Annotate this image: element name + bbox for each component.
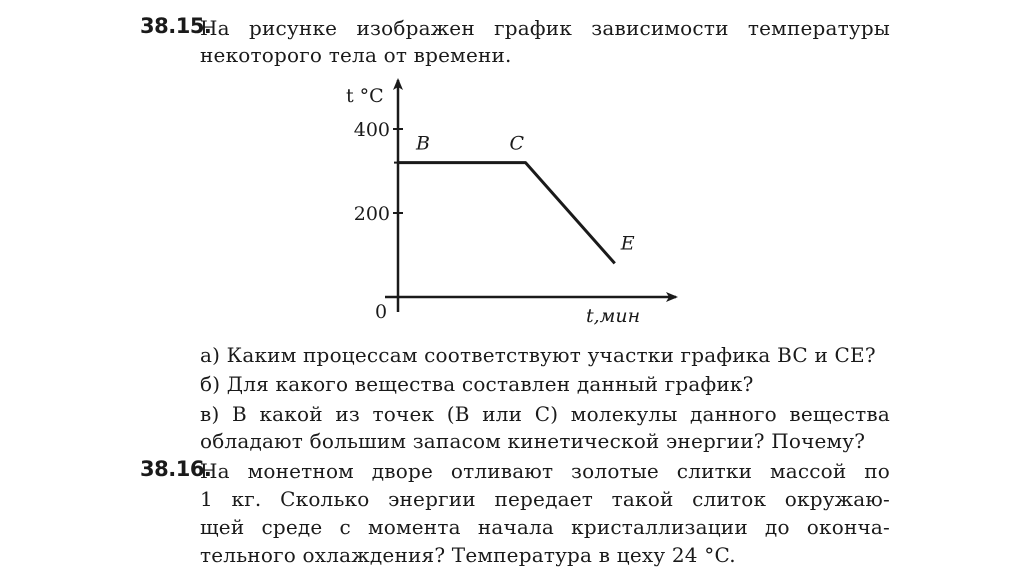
problem-text-line: щей среде с момента начала кристаллизации до оконча- [200,515,890,539]
problem-text-line: некоторого тела от времени. [200,43,512,67]
problem-text-line: 1 кг. Сколько энергии передает такой слиток окружаю- [200,487,890,511]
y-tick-label: 400 [353,119,390,141]
question-c-line-2: обладают большим запасом кинетической энергии? Почему? [200,429,866,453]
y-axis-label: t °C [346,85,384,107]
point-label-B: B [416,132,430,155]
problem-number-38-16: 38.16. [140,457,212,481]
problem-number-38-15: 38.15. [140,14,212,38]
problem-text-line: На монетном дворе отливают золотые слитки массой по [200,459,890,483]
problem-text-line: На рисунке изображен график зависимости температуры [200,16,890,40]
problem-text-line: тельного охлаждения? Температура в цеху 24 °C. [200,543,736,567]
temperature-series-line [398,163,615,264]
origin-label: 0 [375,301,388,323]
point-label-C: C [509,132,525,155]
question-c-line-1: в) В какой из точек (B или C) молекулы данного вещества [200,402,890,426]
point-label-E: E [620,232,635,255]
x-axis-label: t,мин [586,305,641,327]
y-tick-label: 200 [353,203,390,225]
question-b: б) Для какого вещества составлен данный график? [200,372,754,396]
question-a: а) Каким процессам соответствуют участки графика BC и CE? [200,343,876,367]
